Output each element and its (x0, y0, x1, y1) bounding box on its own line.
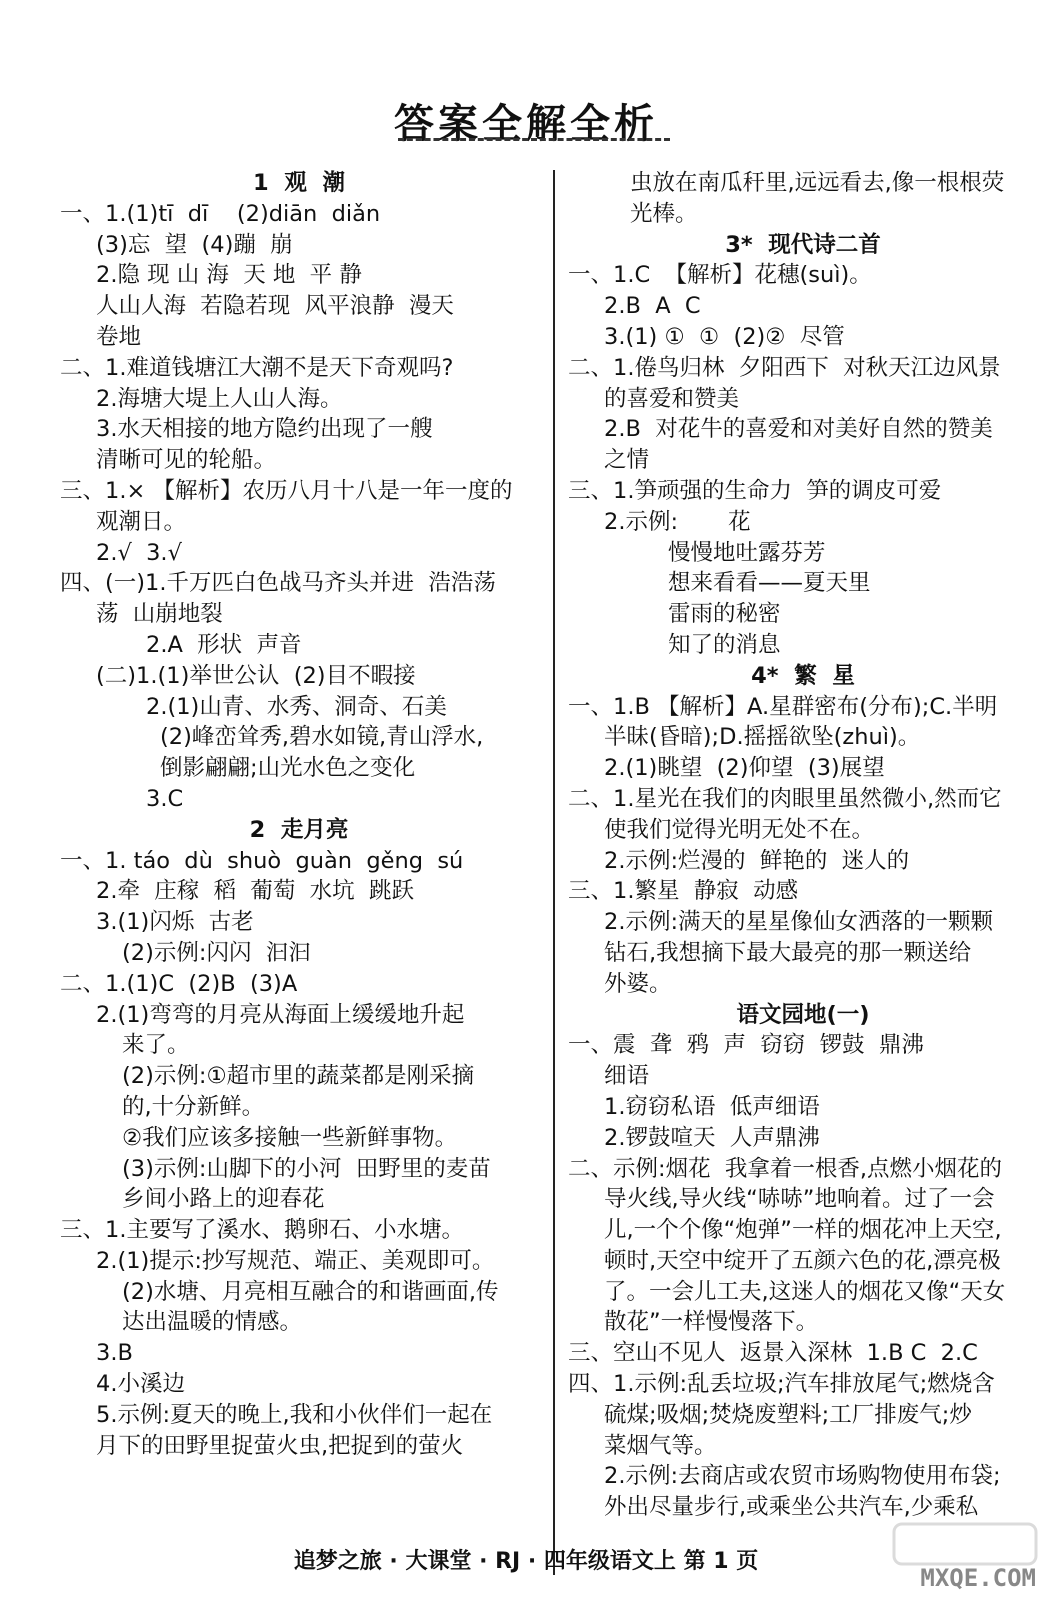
answer-line: 散花”一样慢慢落下。 (604, 1309, 819, 1336)
answer-line: 了。一会儿工夫,这迷人的烟花又像“天女 (604, 1278, 1006, 1305)
answer-line: 硫煤;吸烟;焚烧废塑料;工厂排废气;炒 (604, 1401, 972, 1428)
section-heading: 3* 现代诗二首 (725, 231, 881, 258)
answer-line: 二、1.倦鸟归林 夕阳西下 对秋天江边风景 (568, 354, 1001, 381)
answer-line: 3.B (96, 1340, 133, 1367)
answer-line: 一、1. táo dù shuò guàn gěng sú (60, 847, 464, 874)
answer-line: 倒影翩翩;山光水色之变化 (160, 755, 416, 782)
answer-line: 的,十分新鲜。 (122, 1093, 265, 1120)
answer-line: 钻石,我想摘下最大最亮的那一颗送给 (604, 939, 972, 966)
answer-line: 雷雨的秘密 (668, 601, 781, 628)
answer-line: 月下的田野里捉萤火虫,把捉到的萤火 (96, 1432, 464, 1459)
answer-line: 一、1.(1)tī dī (2)diān diǎn (60, 200, 381, 227)
answer-line: 2.示例:去商店或农贸市场购物使用布袋; (604, 1463, 1001, 1490)
answer-line: 2.√ 3.√ (96, 539, 182, 566)
answer-line: ②我们应该多接触一些新鲜事物。 (122, 1124, 458, 1151)
answer-line: 2.示例: 花 (604, 508, 751, 535)
answer-line: (2)示例:闪闪 汩汩 (122, 939, 311, 966)
answer-line: 外出尽量步行,或乘坐公共汽车,少乘私 (604, 1494, 979, 1521)
answer-line: (2)峰峦耸秀,碧水如镜,青山浮水, (160, 724, 484, 751)
section-heading: 1 观 潮 (253, 170, 345, 196)
section-heading: 2 走月亮 (249, 816, 349, 843)
answer-line: 1.窃窃私语 低声细语 (604, 1093, 820, 1120)
answer-line: 菜烟气等。 (604, 1432, 717, 1459)
answer-line: (二)1.(1)举世公认 (2)目不暇接 (96, 662, 416, 689)
answer-line: 2.(1)山青、水秀、洞奇、石美 (146, 693, 447, 720)
answer-line: 人山人海 若隐若现 风平浪静 漫天 (96, 293, 454, 320)
answer-line: 三、1.× 【解析】农历八月十八是一年一度的 (60, 477, 513, 504)
answer-line: 2.B A C (604, 293, 701, 320)
answer-line: 乡间小路上的迎春花 (122, 1186, 325, 1213)
answer-line: 3.(1) ① ① (2)② 尽管 (604, 323, 845, 350)
answer-line: 2.隐 现 山 海 天 地 平 静 (96, 262, 362, 289)
answer-line: 一、1.B 【解析】A.星群密布(分布);C.半明 (568, 693, 998, 720)
answer-line: 3.水天相接的地方隐约出现了一艘 (96, 416, 433, 443)
answer-line: 四、1.示例:乱丢垃圾;汽车排放尾气;燃烧含 (568, 1371, 995, 1398)
answer-line: 2.示例:满天的星星像仙女洒落的一颗颗 (604, 909, 994, 936)
answer-line: 2.(1)弯弯的月亮从海面上缓缓地升起 (96, 1001, 465, 1028)
answer-line: 光棒。 (630, 200, 698, 227)
answer-line: 2.A 形状 声音 (146, 631, 302, 658)
answer-line: 二、1.难道钱塘江大潮不是天下奇观吗? (60, 354, 454, 381)
answer-line: 来了。 (122, 1032, 190, 1059)
answer-line: 2.示例:烂漫的 鲜艳的 迷人的 (604, 847, 910, 874)
answer-line: 5.示例:夏天的晚上,我和小伙伴们一起在 (96, 1401, 493, 1428)
answer-line: (2)示例:①超市里的蔬菜都是刚采摘 (122, 1063, 475, 1090)
answer-line: 2.B 对花牛的喜爱和对美好自然的赞美 (604, 416, 993, 443)
answer-line: 细语 (604, 1063, 650, 1090)
right-column (568, 168, 1038, 1523)
answer-line: 2.牵 庄稼 稻 葡萄 水坑 跳跃 (96, 878, 414, 905)
answer-line: 达出温暖的情感。 (122, 1309, 303, 1336)
answer-line: 3.(1)闪烁 古老 (96, 909, 254, 936)
answer-line: 二、1.(1)C (2)B (3)A (60, 970, 298, 997)
answer-line: 的喜爱和赞美 (604, 385, 740, 412)
answer-line: 三、1.主要写了溪水、鹅卵石、小水塘。 (60, 1217, 464, 1244)
column-divider (553, 170, 555, 1575)
answer-line: 虫放在南瓜秆里,远远看去,像一根根荧 (630, 170, 1005, 196)
section-heading: 语文园地(一) (736, 1001, 870, 1028)
answer-line: 2.海塘大堤上人山人海。 (96, 385, 343, 412)
answer-line: (2)水塘、月亮相互融合的和谐画面,传 (122, 1278, 499, 1305)
answer-line: 一、震 聋 鸦 声 窃窃 锣鼓 鼎沸 (568, 1032, 924, 1059)
watermark-text: MXQE.COM (920, 1564, 1036, 1592)
answer-line: 三、1.笋顽强的生命力 笋的调皮可爱 (568, 477, 942, 504)
answer-line: 2.(1)提示:抄写规范、端正、美观即可。 (96, 1247, 495, 1274)
answer-line: 一、1.C 【解析】花穗(suì)。 (568, 262, 872, 289)
answer-line: (3)忘 望 (4)蹦 崩 (96, 231, 293, 258)
answer-line: 二、1.星光在我们的肉眼里虽然微小,然而它 (568, 785, 1002, 812)
answer-line: 清晰可见的轮船。 (96, 447, 277, 474)
answer-line: 儿,一个个像“炮弹”一样的烟花冲上天空, (604, 1217, 1002, 1244)
answer-line: (3)示例:山脚下的小河 田野里的麦苗 (122, 1155, 491, 1182)
answer-line: 2.锣鼓喧天 人声鼎沸 (604, 1124, 820, 1151)
left-column (60, 168, 538, 1461)
page-footer: 追梦之旅 · 大课堂 · RJ · 四年级语文上 第 1 页 (293, 1549, 759, 1574)
answer-line: 外婆。 (604, 970, 672, 997)
answer-line: 卷地 (96, 323, 142, 350)
answer-line: 4.小溪边 (96, 1371, 185, 1398)
section-heading: 4* 繁 星 (751, 662, 855, 689)
answer-line: 三、空山不见人 返景入深林 1.B C 2.C (568, 1340, 978, 1367)
answer-line: 观潮日。 (96, 508, 187, 535)
answer-line: 2.(1)眺望 (2)仰望 (3)展望 (604, 755, 885, 782)
answer-line: 知了的消息 (668, 631, 781, 658)
answer-line: 三、1.繁星 静寂 动感 (568, 878, 799, 905)
title-underline (398, 138, 670, 141)
answer-line: 半昧(昏暗);D.摇摇欲坠(zhuì)。 (604, 724, 921, 751)
page-title: 答案全解全析 (394, 101, 658, 147)
answer-line: 导火线,导火线“哧哧”地响着。过了一会 (604, 1186, 995, 1213)
answer-line: 慢慢地吐露芬芳 (668, 539, 826, 566)
answer-line: 顿时,天空中绽开了五颜六色的花,漂亮极 (604, 1247, 1001, 1274)
answer-line: 3.C (146, 785, 184, 812)
answer-line: 四、(一)1.千万匹白色战马齐头并进 浩浩荡 (60, 570, 496, 597)
answer-line: 想来看看——夏天里 (668, 570, 871, 597)
answer-line: 荡 山崩地裂 (96, 601, 223, 628)
answer-line: 使我们觉得光明无处不在。 (604, 816, 875, 843)
answer-line: 二、示例:烟花 我拿着一根香,点燃小烟花的 (568, 1155, 1003, 1182)
answer-line: 之情 (604, 447, 650, 474)
